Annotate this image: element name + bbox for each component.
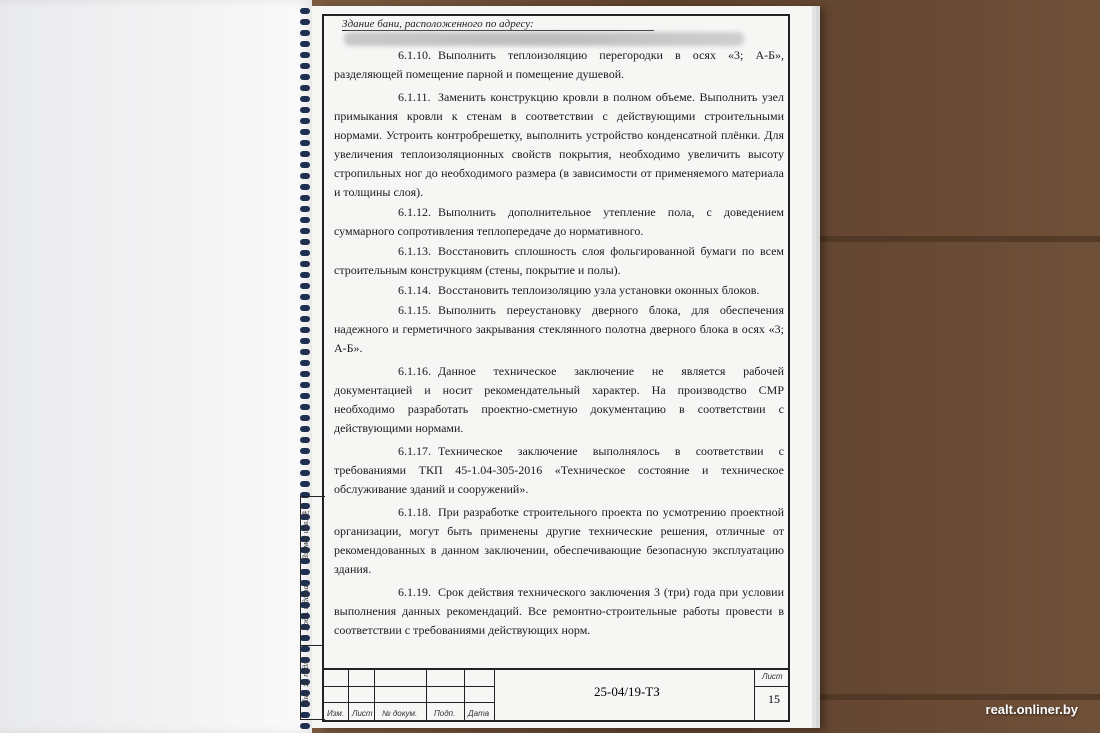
item-number: 6.1.17. <box>398 444 431 458</box>
binding-ring <box>300 151 310 157</box>
binding-ring <box>300 140 310 146</box>
item-number: 6.1.13. <box>398 244 431 258</box>
recommendation-item <box>334 362 784 438</box>
binding-ring <box>300 470 310 476</box>
binding-ring <box>300 63 310 69</box>
item-text: Данное техническое заключение не является рабочей документацией и носит рекомендательный характер. На производство СМР необходимо разработать проектно-сметную документацию в соответствии с действующими нормами. <box>334 364 784 435</box>
item-text: Заменить конструкцию кровли в полном объеме. Выполнить узел примыкания кровли к стенам в соответствии с действующими строительными нормами. Устроить контробрешетку, выполнить устройство конденсатной плёнки. Для увеличения теплоизоляционных свойств покрытия, необходимо увеличить высоту стропильных ног до необходимого размера (в зависимости от применяемого материала и толщины слоя). <box>334 90 784 199</box>
binding-ring <box>300 437 310 443</box>
binding-ring <box>300 448 310 454</box>
binding-ring <box>300 261 310 267</box>
item-number: 6.1.14. <box>398 283 431 297</box>
side-label-podp: Подп. и дата <box>301 571 323 646</box>
stamp-list: Лист <box>352 709 373 718</box>
side-stamp <box>300 496 325 720</box>
item-number: 6.1.19. <box>398 585 431 599</box>
binding-ring <box>300 173 310 179</box>
recommendation-item <box>334 442 784 499</box>
side-label-inv: Инв. № подл. <box>301 645 323 720</box>
binding-ring <box>300 239 310 245</box>
document-page <box>301 6 812 728</box>
binding-ring <box>300 393 310 399</box>
stamp-izm: Изм. <box>327 709 345 718</box>
binding-ring <box>300 96 310 102</box>
item-text: Выполнить дополнительное утепление пола, с доведением суммарного сопротивления теплопередаче до нормативного. <box>334 205 784 238</box>
redacted-address <box>344 32 744 46</box>
item-text: Восстановить теплоизоляцию узла установки оконных блоков. <box>438 283 760 297</box>
recommendation-item <box>334 503 784 579</box>
binding-ring <box>300 206 310 212</box>
binding-ring <box>300 459 310 465</box>
item-text: Срок действия технического заключения 3 (три) года при условии выполнения данных рекомендаций. Все ремонтно-строительные работы провести в соответствии с требованиями действующих норм. <box>334 585 784 637</box>
recommendation-item <box>334 242 784 280</box>
wood-plank-seam <box>800 694 1100 700</box>
binding-ring <box>300 382 310 388</box>
binding-ring <box>300 723 310 729</box>
document-code: 25-04/19-ТЗ <box>594 684 660 699</box>
item-number: 6.1.15. <box>398 303 431 317</box>
binding-ring <box>300 426 310 432</box>
item-number: 6.1.11. <box>398 90 431 104</box>
item-number: 6.1.16. <box>398 364 431 378</box>
binding-ring <box>300 107 310 113</box>
recommendation-item <box>334 46 784 84</box>
item-text: При разработке строительного проекта по усмотрению проектной организации, могут быть применены другие технические решения, отличные от рекомендованных в данном заключении, обеспечивающие безопасную эксплуатацию здания. <box>334 505 784 576</box>
binding-ring <box>300 305 310 311</box>
item-text: Техническое заключение выполнялось в соответствии с требованиями ТКП 45-1.04-305-2016 «Техническое состояние и техническое обслуживание зданий и сооружений». <box>334 444 784 496</box>
document-header: Здание бани, расположенного по адресу: <box>342 18 654 31</box>
binding-ring <box>300 30 310 36</box>
binding-ring <box>300 283 310 289</box>
title-block <box>324 668 788 720</box>
recommendation-item <box>334 281 784 300</box>
item-number: 6.1.10. <box>398 48 431 62</box>
side-label-vzamen: Взамен инв. № <box>301 508 310 560</box>
binding-ring <box>300 272 310 278</box>
stamp-ndok: № докум. <box>382 709 418 718</box>
binding-ring <box>300 316 310 322</box>
item-text: Восстановить сплошность слоя фольгированной бумаги по всем строительным конструкциям (стены, покрытие и полы). <box>334 244 784 277</box>
binding-ring <box>300 41 310 47</box>
item-text: Выполнить теплоизоляцию перегородки в осях «3; А-Б», разделяющей помещение парной и помещение душевой. <box>334 48 784 81</box>
page-number: 15 <box>768 692 780 706</box>
binding-ring <box>300 19 310 25</box>
binding-ring <box>300 404 310 410</box>
stamp-list-label: Лист <box>762 672 783 681</box>
binding-ring <box>300 338 310 344</box>
binding-ring <box>300 129 310 135</box>
left-blank-page <box>0 0 312 733</box>
binding-ring <box>300 195 310 201</box>
binding-ring <box>300 371 310 377</box>
recommendation-item <box>334 583 784 640</box>
binding-ring <box>300 52 310 58</box>
binding-ring <box>300 294 310 300</box>
binding-ring <box>300 8 310 14</box>
binding-ring <box>300 74 310 80</box>
stamp-data: Дата <box>468 709 490 718</box>
binding-ring <box>300 217 310 223</box>
binding-ring <box>300 360 310 366</box>
recommendation-item <box>334 301 784 358</box>
recommendations-list <box>334 46 784 641</box>
wood-plank-seam <box>800 236 1100 242</box>
item-text: Выполнить переустановку дверного блока, для обеспечения надежного и герметичного закрывания стеклянного полотна дверного блока в осях «3; А-Б». <box>334 303 784 355</box>
recommendation-item <box>334 203 784 241</box>
stamp-podp: Подп. <box>434 709 456 718</box>
binding-ring <box>300 162 310 168</box>
watermark: realt.onliner.by <box>985 702 1078 717</box>
binding-ring <box>300 250 310 256</box>
binding-ring <box>300 118 310 124</box>
page-frame <box>301 14 790 722</box>
binding-ring <box>300 415 310 421</box>
item-number: 6.1.12. <box>398 205 431 219</box>
binding-ring <box>300 184 310 190</box>
recommendation-item <box>334 88 784 202</box>
binding-ring <box>300 349 310 355</box>
binding-ring <box>300 327 310 333</box>
binding-ring <box>300 85 310 91</box>
item-number: 6.1.18. <box>398 505 431 519</box>
binding-ring <box>300 481 310 487</box>
binding-ring <box>300 228 310 234</box>
